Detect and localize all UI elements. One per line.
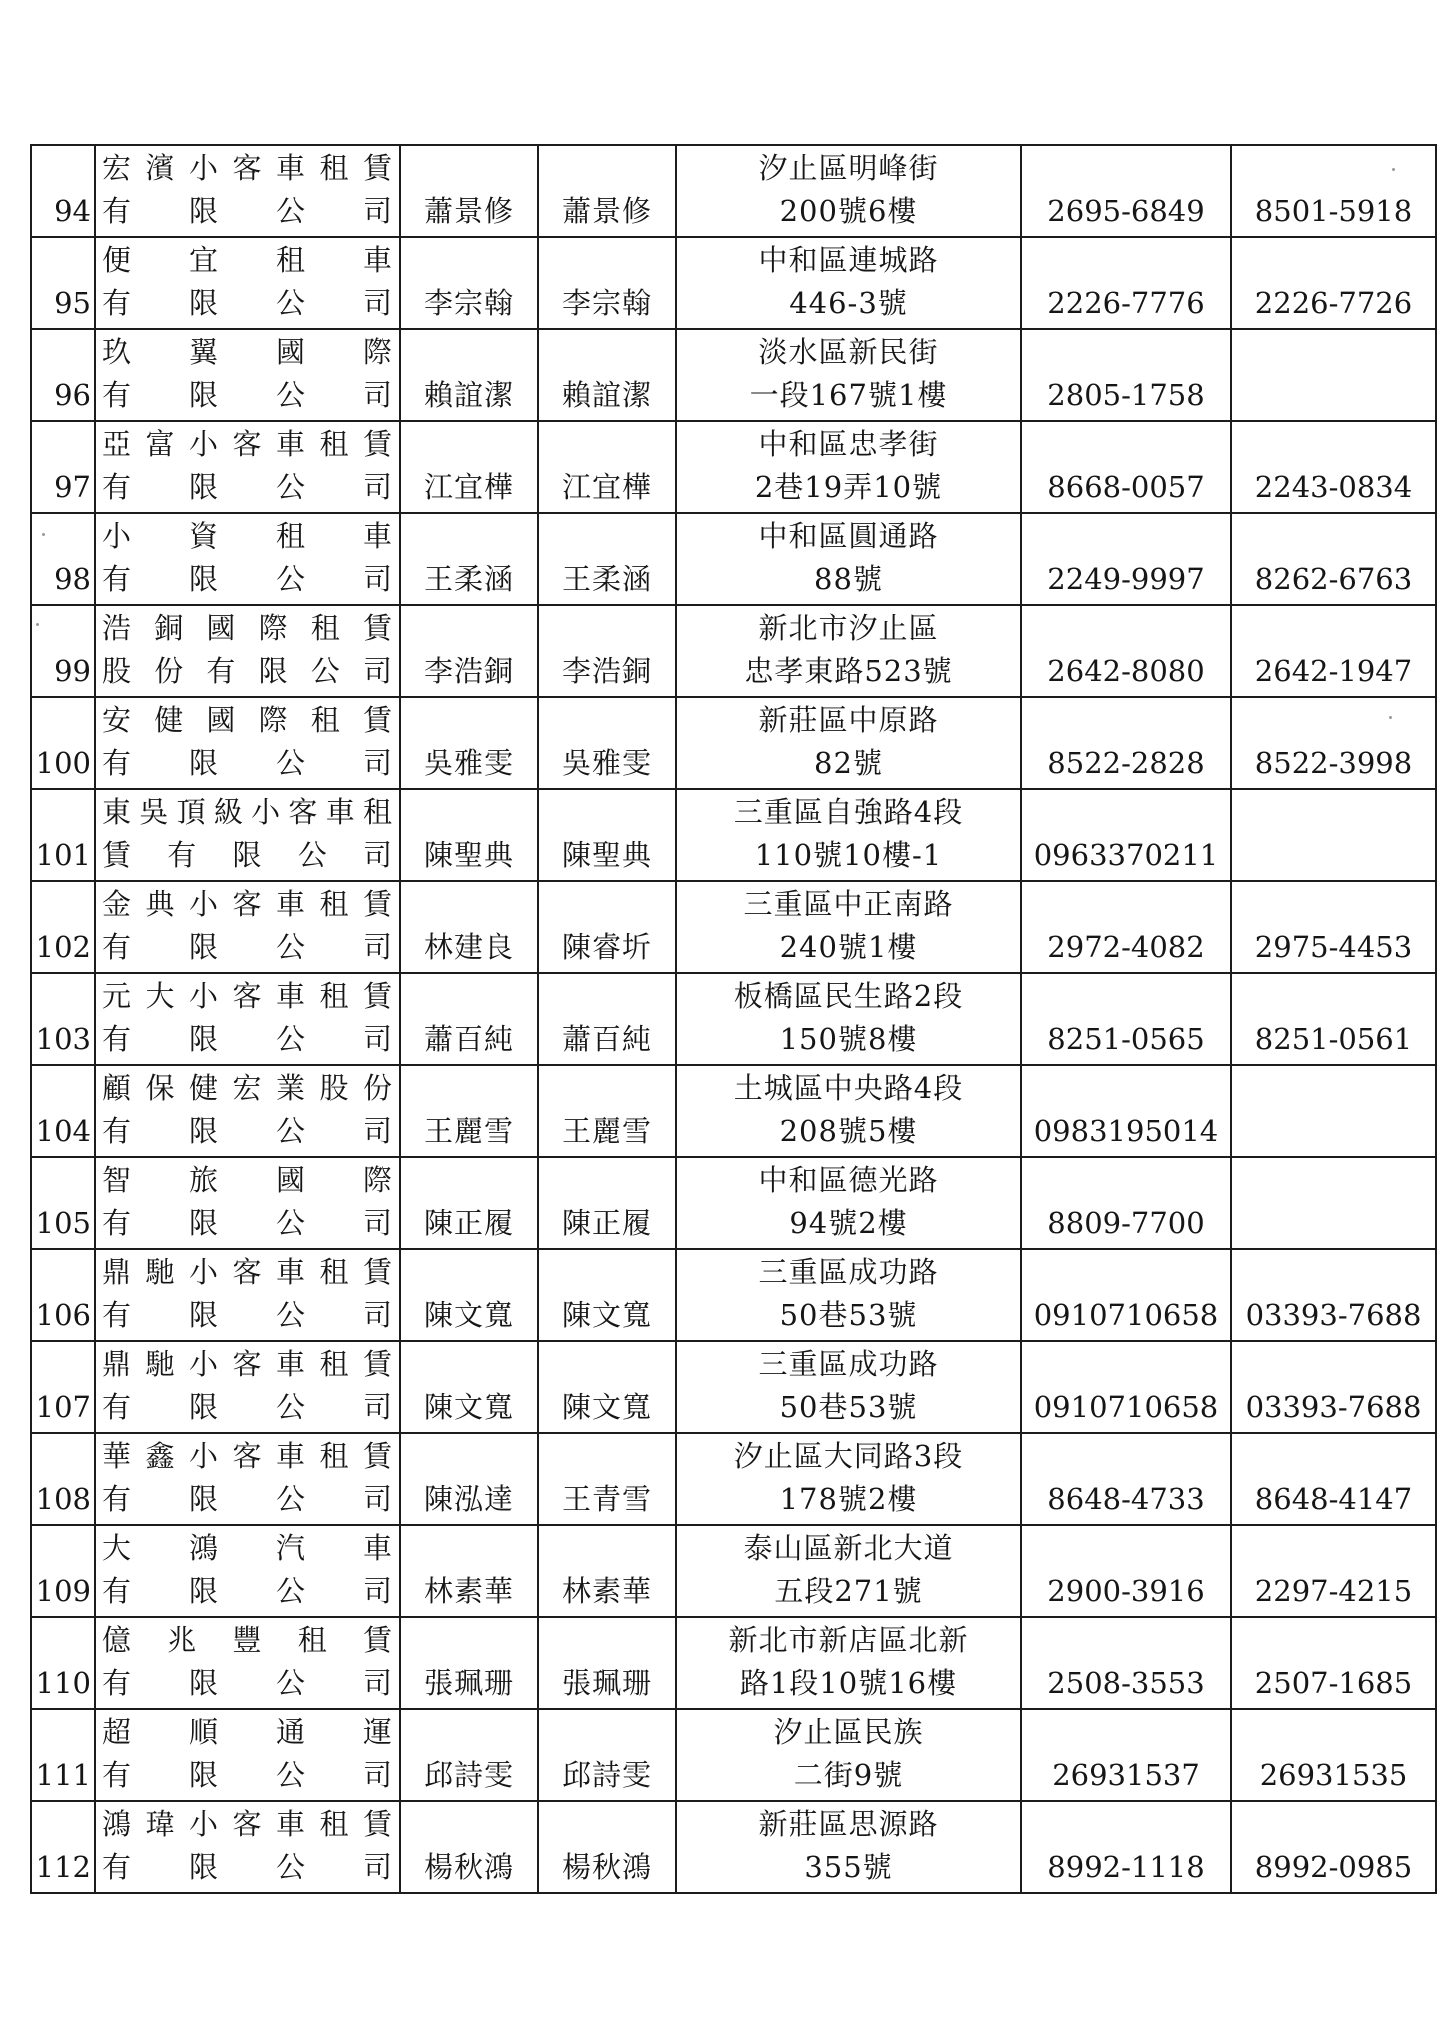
company-name-cell [95,513,400,605]
address-line-1: 中和區德光路 [758,1163,939,1197]
address-cell [676,145,1021,237]
address-line-2: 200號6樓 [779,194,918,228]
company-name-line-2: 有限公司 [102,1574,394,1608]
address-line-2: 路1段10號16樓 [739,1666,958,1700]
address-line-2: 一段167號1樓 [749,378,948,412]
address-line-1: 新莊區思源路 [758,1807,939,1841]
row-number: 105 [31,1157,95,1249]
manager-cell: 李宗翰 [538,237,676,329]
address-line-2: 50巷53號 [779,1298,918,1332]
company-name-line-1: 東吳頂級小客車租 [102,795,394,829]
phone-cell: 8522-2828 [1021,697,1231,789]
fax-cell [1231,789,1436,881]
company-name-line-2: 有限公司 [102,1758,394,1792]
address-cell [676,1065,1021,1157]
phone-cell: 0910710658 [1021,1341,1231,1433]
fax-cell: 2507-1685 [1231,1617,1436,1709]
row-number: 103 [31,973,95,1065]
company-name-cell [95,1617,400,1709]
fax-cell: 26931535 [1231,1709,1436,1801]
table-row [31,1249,1436,1341]
address-cell [676,1801,1021,1893]
address-line-1: 新北市新店區北新 [728,1623,969,1657]
phone-cell: 2508-3553 [1021,1617,1231,1709]
manager-cell: 王柔涵 [538,513,676,605]
address-line-1: 板橋區民生路2段 [733,979,964,1013]
fax-cell: 2642-1947 [1231,605,1436,697]
company-name-line-2: 有限公司 [102,286,394,320]
company-name-line-1: 小資租車 [102,519,394,553]
table-row [31,1157,1436,1249]
address-line-2: 150號8樓 [779,1022,918,1056]
company-name-cell [95,1709,400,1801]
address-line-1: 中和區圓通路 [758,519,939,553]
row-number: 97 [31,421,95,513]
phone-cell: 8251-0565 [1021,973,1231,1065]
address-line-2: 178號2樓 [779,1482,918,1516]
company-name-line-2: 賃有限公司 [102,838,394,872]
row-number: 98 [31,513,95,605]
manager-cell: 陳文寬 [538,1249,676,1341]
fax-cell [1231,1065,1436,1157]
fax-cell [1231,1157,1436,1249]
address-line-1: 土城區中央路4段 [733,1071,964,1105]
phone-cell: 2695-6849 [1021,145,1231,237]
company-name-cell [95,1249,400,1341]
address-cell [676,237,1021,329]
table-row [31,421,1436,513]
row-number: 109 [31,1525,95,1617]
address-line-2: 82號 [814,746,883,780]
representative-cell: 王麗雪 [400,1065,538,1157]
address-line-1: 新莊區中原路 [758,703,939,737]
company-name-line-2: 有限公司 [102,1850,394,1884]
company-name-cell [95,697,400,789]
table-row [31,789,1436,881]
manager-cell: 林素華 [538,1525,676,1617]
fax-cell: 8648-4147 [1231,1433,1436,1525]
row-number: 100 [31,697,95,789]
address-line-1: 三重區成功路 [758,1347,939,1381]
company-name-cell [95,1433,400,1525]
company-name-line-2: 有限公司 [102,1022,394,1056]
company-name-line-1: 金典小客車租賃 [102,887,394,921]
row-number: 107 [31,1341,95,1433]
table-row [31,145,1436,237]
representative-cell: 林素華 [400,1525,538,1617]
address-cell [676,1433,1021,1525]
company-name-line-1: 元大小客車租賃 [102,979,394,1013]
representative-cell: 陳正履 [400,1157,538,1249]
company-name-line-2: 有限公司 [102,1206,394,1240]
manager-cell: 陳睿圻 [538,881,676,973]
manager-cell: 陳正履 [538,1157,676,1249]
row-number: 106 [31,1249,95,1341]
company-name-line-2: 有限公司 [102,1298,394,1332]
table-row [31,1433,1436,1525]
table-row [31,329,1436,421]
fax-cell: 2297-4215 [1231,1525,1436,1617]
address-cell [676,1341,1021,1433]
address-line-1: 三重區自強路4段 [733,795,964,829]
phone-cell: 8809-7700 [1021,1157,1231,1249]
company-name-line-1: 浩銅國際租賃 [102,611,394,645]
representative-cell: 李宗翰 [400,237,538,329]
representative-cell: 陳文寬 [400,1341,538,1433]
table-row [31,1525,1436,1617]
row-number: 108 [31,1433,95,1525]
representative-cell: 蕭百純 [400,973,538,1065]
company-name-line-1: 鼎馳小客車租賃 [102,1255,394,1289]
address-cell [676,605,1021,697]
address-cell [676,1709,1021,1801]
company-name-line-1: 鴻瑋小客車租賃 [102,1807,394,1841]
address-line-2: 忠孝東路523號 [744,654,953,688]
table-row [31,697,1436,789]
phone-cell: 8668-0057 [1021,421,1231,513]
representative-cell: 吳雅雯 [400,697,538,789]
address-line-2: 94號2樓 [789,1206,908,1240]
fax-cell: 8262-6763 [1231,513,1436,605]
company-name-cell [95,145,400,237]
company-name-cell [95,789,400,881]
address-line-2: 88號 [814,562,883,596]
company-name-cell [95,1157,400,1249]
row-number: 101 [31,789,95,881]
fax-cell: 8992-0985 [1231,1801,1436,1893]
table-row [31,1065,1436,1157]
address-cell [676,421,1021,513]
company-name-line-1: 華鑫小客車租賃 [102,1439,394,1473]
company-name-line-1: 宏濱小客車租賃 [102,151,394,185]
fax-cell [1231,329,1436,421]
company-name-cell [95,421,400,513]
address-cell [676,973,1021,1065]
representative-cell: 江宜樺 [400,421,538,513]
representative-cell: 王柔涵 [400,513,538,605]
company-name-line-1: 顧保健宏業股份 [102,1071,394,1105]
address-line-2: 2巷19弄10號 [754,470,943,504]
address-line-2: 208號5樓 [779,1114,918,1148]
address-line-1: 淡水區新民街 [758,335,939,369]
company-name-cell [95,237,400,329]
company-name-line-1: 便宜租車 [102,243,394,277]
fax-cell: 2226-7726 [1231,237,1436,329]
company-name-line-2: 股份有限公司 [102,654,394,688]
company-name-cell [95,1065,400,1157]
table-row [31,1617,1436,1709]
phone-cell: 26931537 [1021,1709,1231,1801]
phone-cell: 2642-8080 [1021,605,1231,697]
manager-cell: 陳文寬 [538,1341,676,1433]
company-name-cell [95,1801,400,1893]
manager-cell: 蕭景修 [538,145,676,237]
company-name-line-1: 亞富小客車租賃 [102,427,394,461]
address-line-1: 汐止區大同路3段 [733,1439,964,1473]
company-name-line-2: 有限公司 [102,1390,394,1424]
address-line-2: 110號10樓-1 [754,838,943,872]
phone-cell: 0910710658 [1021,1249,1231,1341]
rental-company-table [30,144,1437,1894]
company-name-line-2: 有限公司 [102,746,394,780]
table-row [31,881,1436,973]
fax-cell: 2975-4453 [1231,881,1436,973]
representative-cell: 楊秋鴻 [400,1801,538,1893]
phone-cell: 2805-1758 [1021,329,1231,421]
company-name-cell [95,973,400,1065]
company-name-line-1: 智旅國際 [102,1163,394,1197]
address-line-1: 汐止區民族 [773,1715,924,1749]
manager-cell: 李浩銅 [538,605,676,697]
fax-cell: 8501-5918 [1231,145,1436,237]
representative-cell: 陳文寬 [400,1249,538,1341]
representative-cell: 李浩銅 [400,605,538,697]
row-number: 111 [31,1709,95,1801]
row-number: 102 [31,881,95,973]
table-row [31,237,1436,329]
row-number: 99 [31,605,95,697]
company-name-line-2: 有限公司 [102,470,394,504]
table-row [31,513,1436,605]
manager-cell: 楊秋鴻 [538,1801,676,1893]
representative-cell: 張珮珊 [400,1617,538,1709]
fax-cell: 8251-0561 [1231,973,1436,1065]
fax-cell: 8522-3998 [1231,697,1436,789]
company-name-line-1: 超順通運 [102,1715,394,1749]
phone-cell: 8648-4733 [1021,1433,1231,1525]
row-number: 110 [31,1617,95,1709]
company-name-line-1: 億兆豐租賃 [102,1623,394,1657]
company-name-cell [95,1341,400,1433]
table-body [31,145,1436,1893]
company-name-line-1: 玖翼國際 [102,335,394,369]
phone-cell: 0983195014 [1021,1065,1231,1157]
company-name-line-1: 安健國際租賃 [102,703,394,737]
table-row [31,973,1436,1065]
address-line-1: 三重區中正南路 [743,887,954,921]
company-name-line-2: 有限公司 [102,1482,394,1516]
company-name-line-2: 有限公司 [102,930,394,964]
phone-cell: 8992-1118 [1021,1801,1231,1893]
representative-cell: 蕭景修 [400,145,538,237]
representative-cell: 林建良 [400,881,538,973]
company-name-line-2: 有限公司 [102,1114,394,1148]
representative-cell: 陳聖典 [400,789,538,881]
row-number: 95 [31,237,95,329]
company-name-line-2: 有限公司 [102,562,394,596]
address-line-2: 50巷53號 [779,1390,918,1424]
company-name-line-2: 有限公司 [102,1666,394,1700]
manager-cell: 王青雪 [538,1433,676,1525]
address-line-1: 汐止區明峰街 [758,151,939,185]
row-number: 94 [31,145,95,237]
company-name-cell [95,1525,400,1617]
fax-cell: 2243-0834 [1231,421,1436,513]
address-line-2: 355號 [804,1850,893,1884]
manager-cell: 吳雅雯 [538,697,676,789]
phone-cell: 2972-4082 [1021,881,1231,973]
manager-cell: 邱詩雯 [538,1709,676,1801]
address-cell [676,1157,1021,1249]
address-cell [676,789,1021,881]
table-row [31,605,1436,697]
address-cell [676,1617,1021,1709]
representative-cell: 陳泓達 [400,1433,538,1525]
address-line-2: 446-3號 [789,286,908,320]
manager-cell: 賴誼潔 [538,329,676,421]
company-name-line-1: 大鴻汽車 [102,1531,394,1565]
phone-cell: 2226-7776 [1021,237,1231,329]
manager-cell: 陳聖典 [538,789,676,881]
company-name-line-2: 有限公司 [102,194,394,228]
manager-cell: 王麗雪 [538,1065,676,1157]
address-line-2: 五段271號 [774,1574,923,1608]
table-row [31,1341,1436,1433]
address-cell [676,1525,1021,1617]
representative-cell: 邱詩雯 [400,1709,538,1801]
address-cell [676,1249,1021,1341]
address-cell [676,329,1021,421]
table-row [31,1801,1436,1893]
address-cell [676,697,1021,789]
address-line-1: 中和區連城路 [758,243,939,277]
row-number: 112 [31,1801,95,1893]
company-name-line-2: 有限公司 [102,378,394,412]
phone-cell: 2900-3916 [1021,1525,1231,1617]
phone-cell: 2249-9997 [1021,513,1231,605]
phone-cell: 0963370211 [1021,789,1231,881]
row-number: 96 [31,329,95,421]
address-line-1: 新北市汐止區 [758,611,939,645]
manager-cell: 蕭百純 [538,973,676,1065]
fax-cell: 03393-7688 [1231,1249,1436,1341]
table-row [31,1709,1436,1801]
address-cell [676,513,1021,605]
company-name-line-1: 鼎馳小客車租賃 [102,1347,394,1381]
address-line-1: 三重區成功路 [758,1255,939,1289]
manager-cell: 張珮珊 [538,1617,676,1709]
row-number: 104 [31,1065,95,1157]
address-line-2: 二街9號 [793,1758,904,1792]
company-name-cell [95,329,400,421]
address-line-1: 中和區忠孝街 [758,427,939,461]
address-line-2: 240號1樓 [779,930,918,964]
address-line-1: 泰山區新北大道 [743,1531,954,1565]
fax-cell: 03393-7688 [1231,1341,1436,1433]
representative-cell: 賴誼潔 [400,329,538,421]
manager-cell: 江宜樺 [538,421,676,513]
company-name-cell [95,881,400,973]
address-cell [676,881,1021,973]
company-name-cell [95,605,400,697]
